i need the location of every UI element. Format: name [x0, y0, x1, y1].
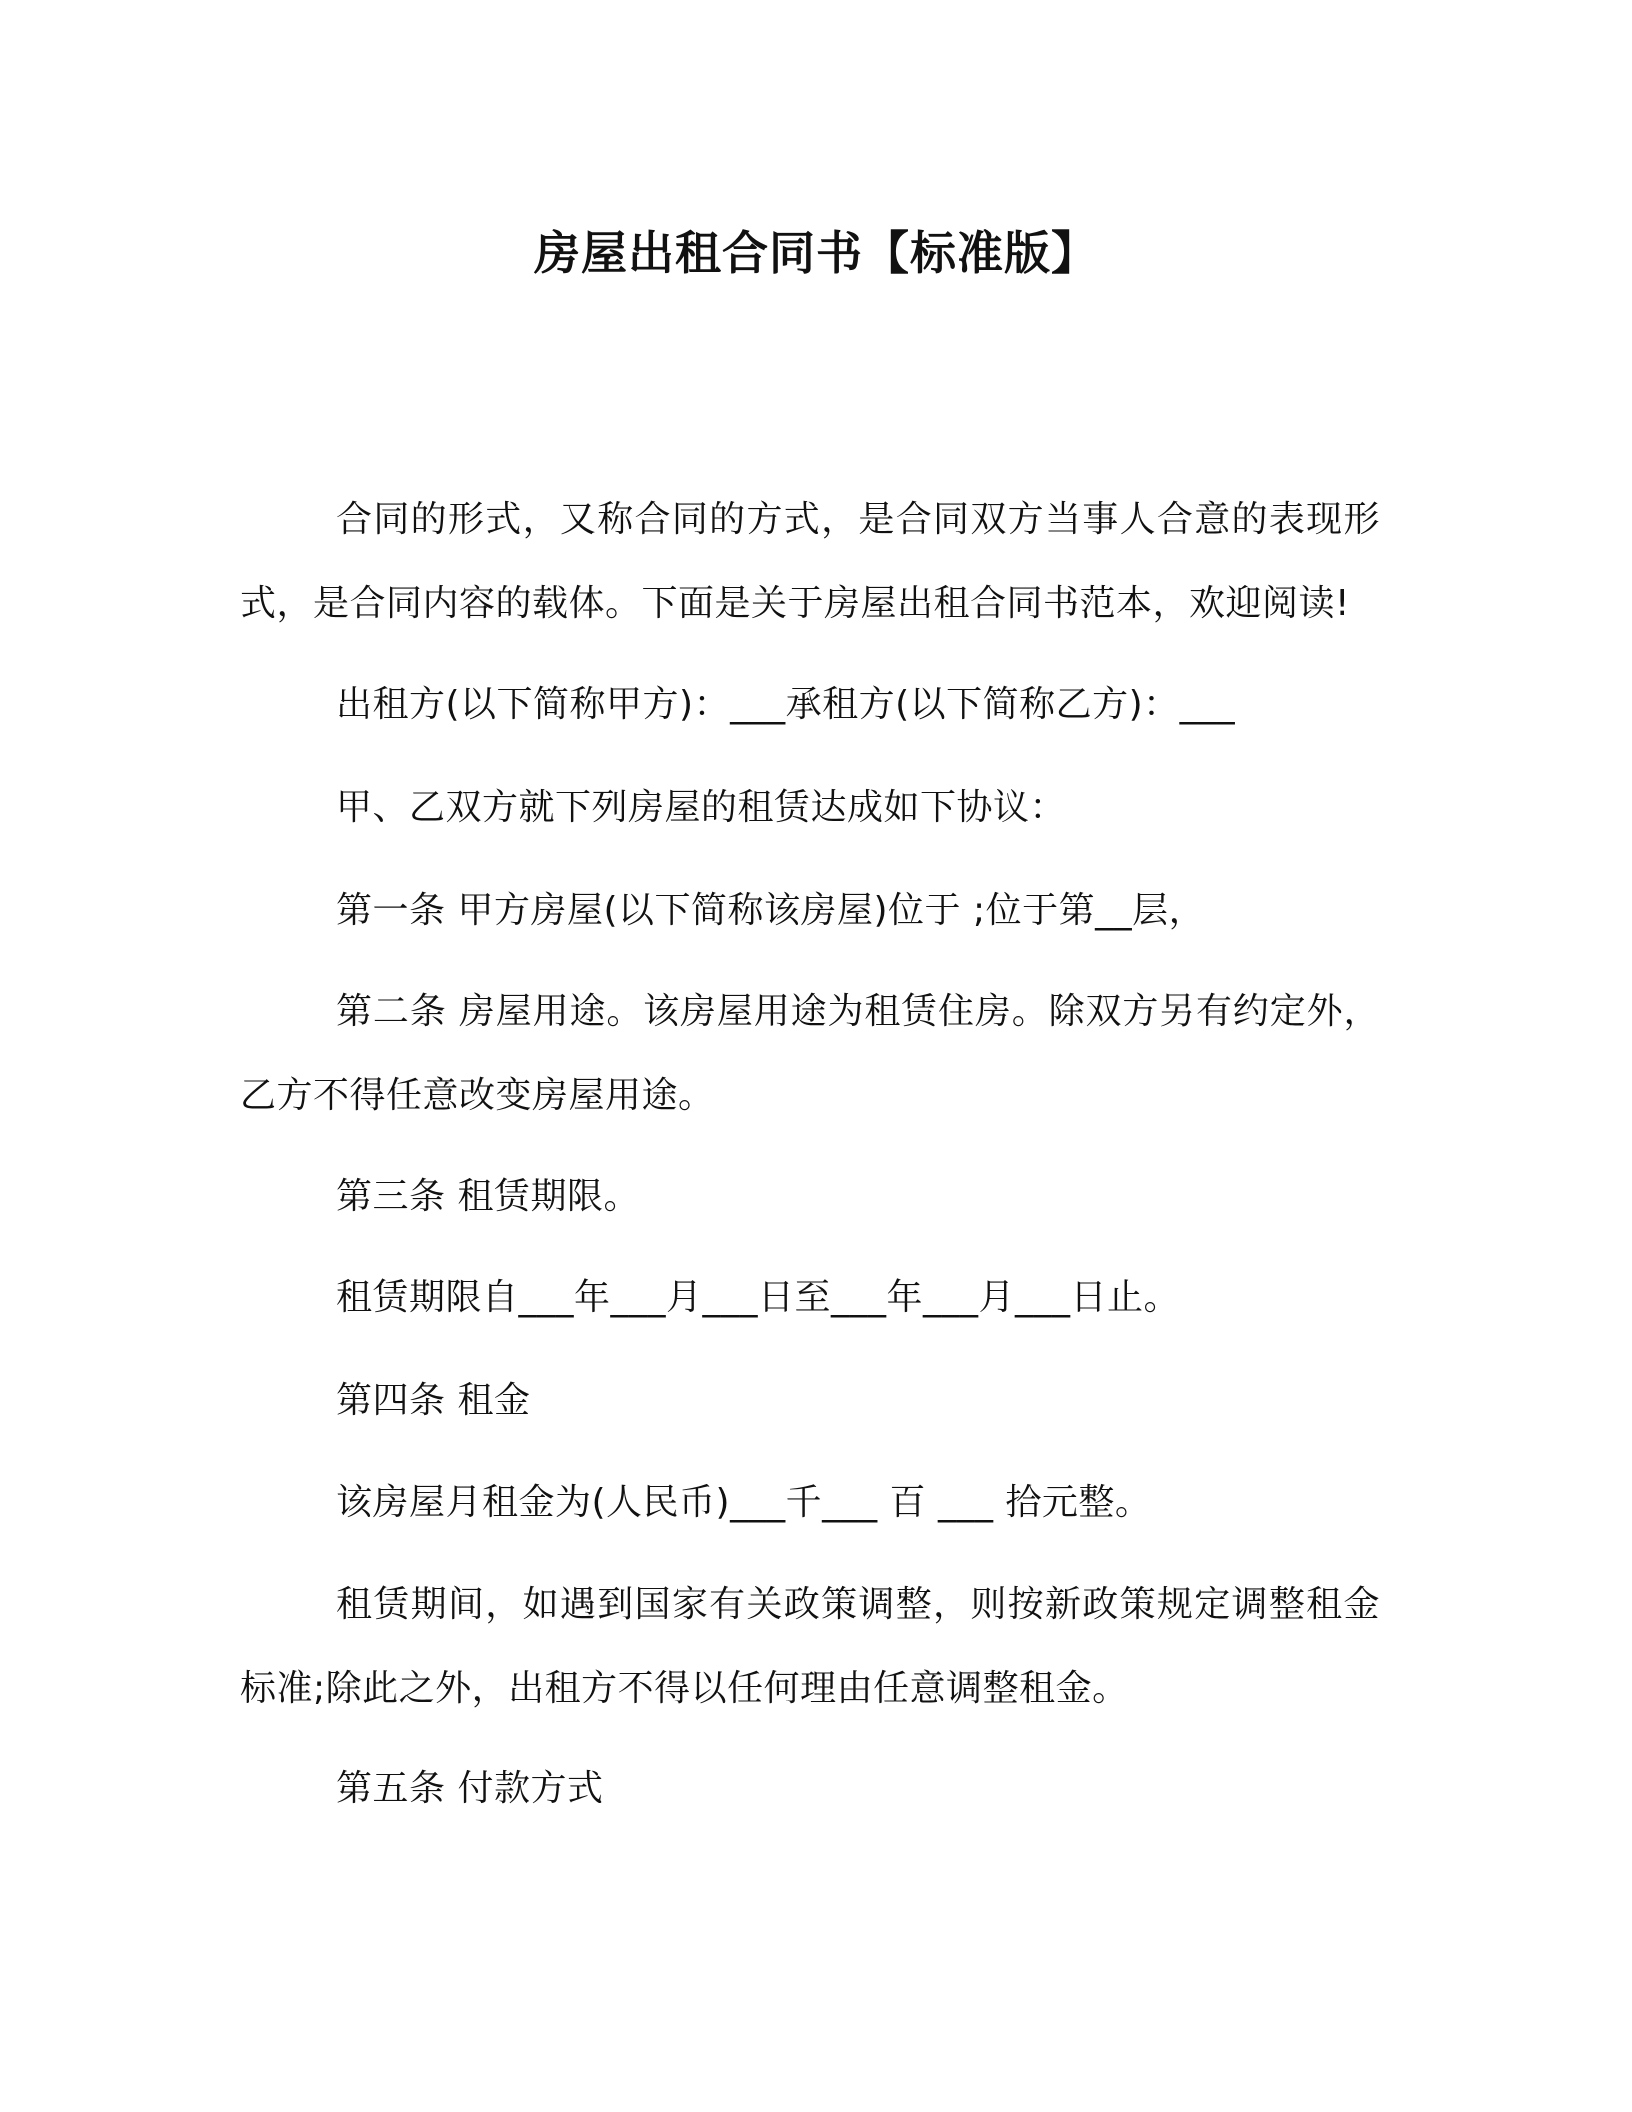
parties-paragraph: 出租方(以下简称甲方)：___承租方(以下简称乙方)：___	[336, 684, 1236, 725]
lease-term-paragraph: 租赁期限自___年___月___日至___年___月___日止。	[336, 1277, 1181, 1318]
agreement-paragraph: 甲、乙双方就下列房屋的租赁达成如下协议：	[336, 787, 1067, 828]
article-three-heading: 第三条 租赁期限。	[336, 1176, 640, 1217]
article-four-heading: 第四条 租金	[336, 1380, 531, 1421]
article-one-paragraph: 第一条 甲方房屋(以下简称该房屋)位于 ;位于第__层，	[336, 890, 1206, 931]
article-two-paragraph: 第二条 房屋用途。该房屋用途为租赁住房。除双方另有约定外，乙方不得任意改变房屋用途。	[240, 991, 1380, 1116]
article-five-heading: 第五条 付款方式	[336, 1768, 604, 1809]
document-title: 房屋出租合同书【标准版】	[534, 226, 1098, 280]
intro-paragraph: 合同的形式，又称合同的方式，是合同双方当事人合意的表现形式，是合同内容的载体。下面是关于房屋出租合同书范本，欢迎阅读!	[240, 499, 1380, 624]
monthly-rent-paragraph: 该房屋月租金为(人民币)___千___ 百 ___ 拾元整。	[336, 1482, 1152, 1523]
rent-adjustment-paragraph: 租赁期间，如遇到国家有关政策调整，则按新政策规定调整租金标准;除此之外，出租方不得以任何理由任意调整租金。	[240, 1584, 1380, 1709]
